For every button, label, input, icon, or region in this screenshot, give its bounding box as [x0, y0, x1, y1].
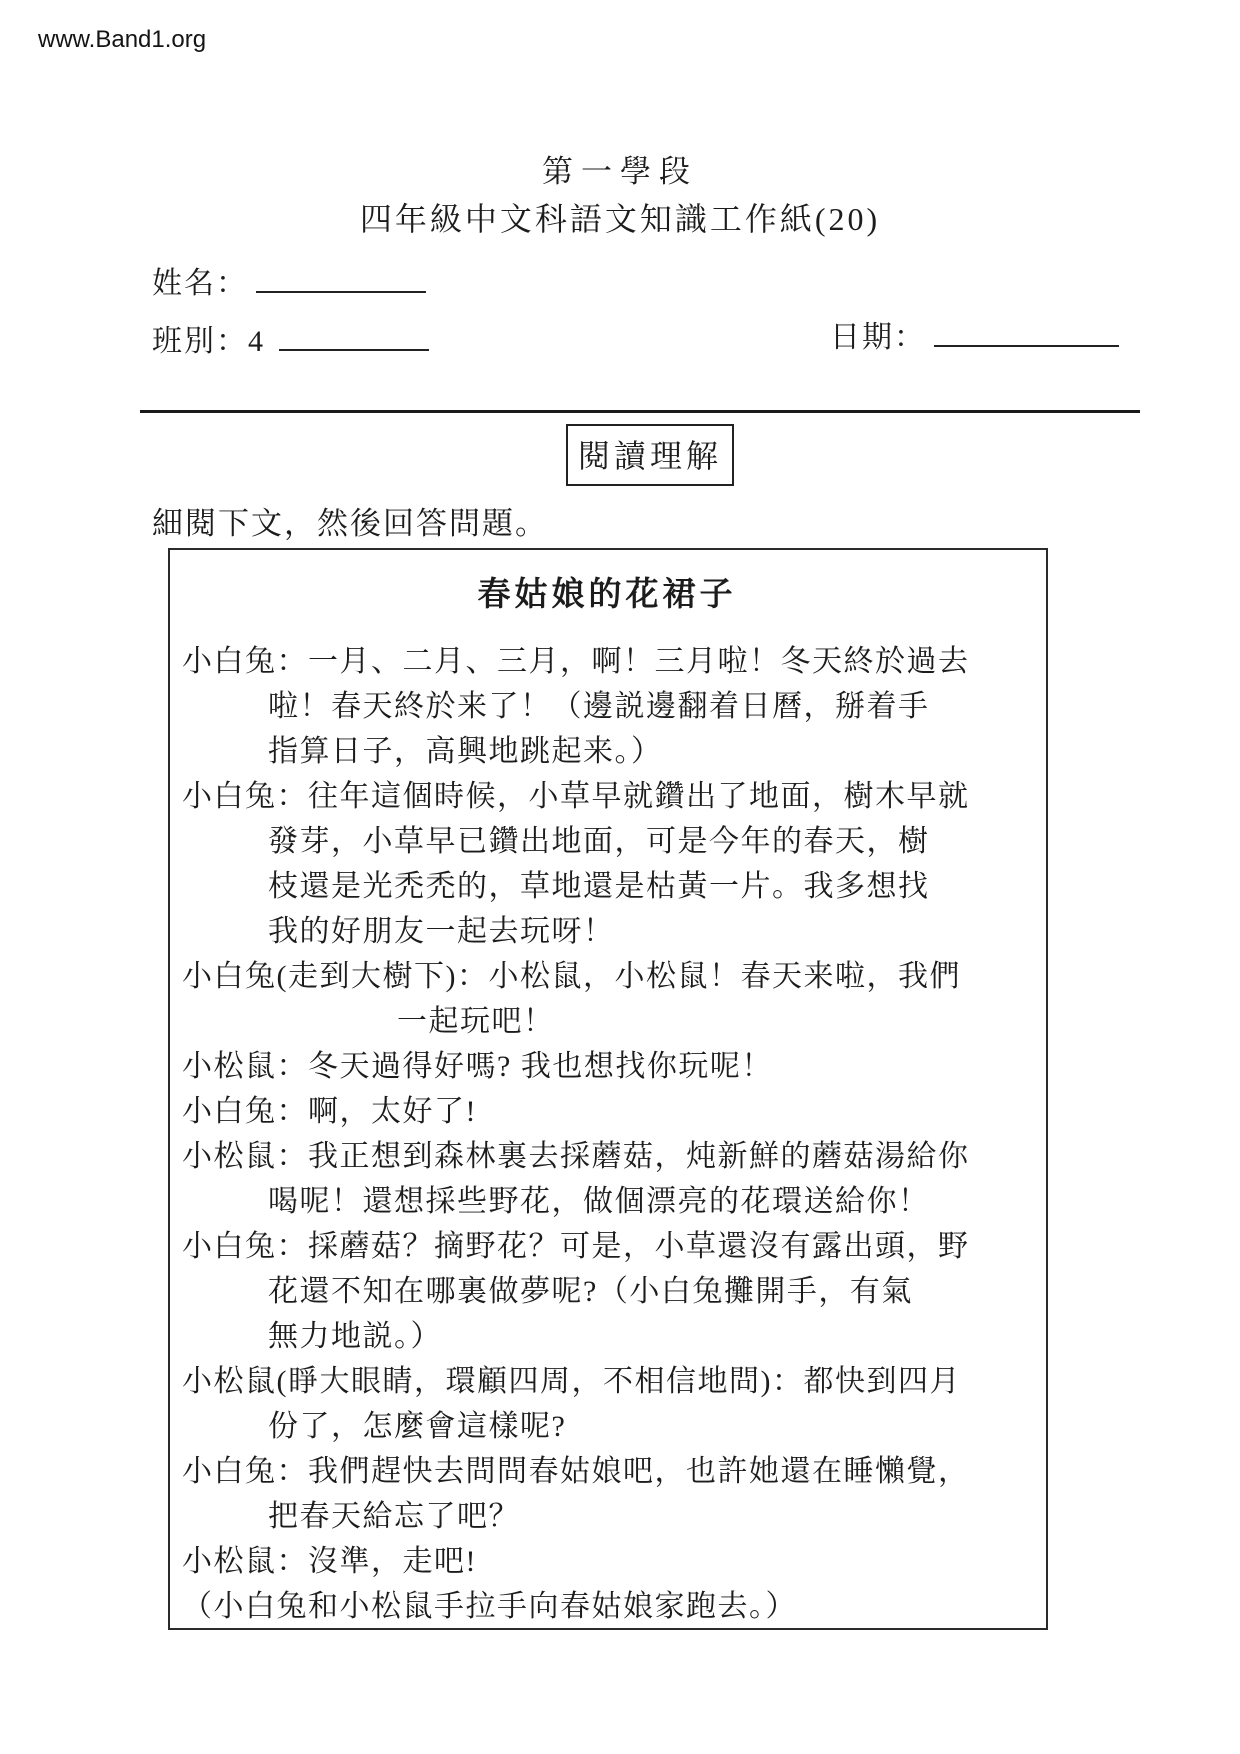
date-row — [830, 312, 1119, 356]
date-label: 日期： — [830, 321, 926, 354]
name-blank — [256, 263, 426, 293]
passage-line: 小白兔：採蘑菇？摘野花？可是，小草還沒有露出頭，野 — [182, 1230, 970, 1263]
class-row — [152, 316, 429, 360]
passage-line: 我的好朋友一起去玩呀！ — [268, 915, 615, 948]
passage-line: 小松鼠：我正想到森林裏去採蘑菇，炖新鮮的蘑菇湯給你 — [182, 1140, 970, 1173]
passage-line: 小白兔：我們趕快去問問春姑娘吧，也許她還在睡懶覺， — [182, 1455, 970, 1488]
class-blank — [279, 321, 429, 351]
passage-line: 份了，怎麼會這樣呢? — [268, 1410, 567, 1443]
passage-line: 小松鼠：冬天過得好嗎? 我也想找你玩呢！ — [182, 1050, 773, 1083]
passage-line: 發芽，小草早已鑽出地面，可是今年的春天，樹 — [268, 825, 930, 858]
passage-line: 小白兔(走到大樹下)：小松鼠，小松鼠！春天来啦，我們 — [182, 960, 961, 993]
instruction-text: 細閱下文，然後回答問題。 — [152, 506, 548, 541]
class-value: 4 — [248, 325, 265, 358]
passage-line: 一起玩吧！ — [397, 1005, 555, 1038]
passage-line: 喝呢！還想採些野花，做個漂亮的花環送給你！ — [268, 1185, 930, 1218]
date-blank — [934, 317, 1119, 347]
name-row — [152, 258, 426, 302]
passage-box — [168, 548, 1048, 1630]
passage-line: 小白兔：往年這個時候，小草早就鑽出了地面，樹木早就 — [182, 780, 970, 813]
passage-line: 小松鼠：沒準，走吧! — [182, 1545, 477, 1578]
horizontal-divider — [140, 410, 1140, 413]
passage-line: （小白兔和小松鼠手拉手向春姑娘家跑去。） — [182, 1590, 797, 1623]
passage-line: 枝還是光禿禿的，草地還是枯黃一片。我多想找 — [268, 870, 930, 903]
passage-line: 啦！春天終於来了！（邊説邊翻着日曆，掰着手 — [268, 690, 930, 723]
passage-line: 把春天給忘了吧？ — [268, 1500, 520, 1533]
section-title-badge: 閱讀理解 — [566, 424, 734, 486]
class-label: 班別： — [152, 325, 248, 358]
header-term: 第一學段 — [542, 154, 698, 189]
passage-line: 無力地説。） — [268, 1320, 442, 1353]
passage-line: 小白兔：啊，太好了! — [182, 1095, 477, 1128]
passage-line: 小松鼠(睜大眼睛，環顧四周，不相信地問)：都快到四月 — [182, 1365, 961, 1398]
passage-line: 花還不知在哪裏做夢呢?（小白兔攤開手，有氣 — [268, 1275, 913, 1308]
passage-line: 小白兔：一月、二月、三月，啊！三月啦！冬天終於過去 — [182, 645, 970, 678]
name-label: 姓名： — [152, 267, 248, 300]
watermark-url: www.Band1.org — [38, 26, 207, 53]
passage-line: 指算日子，高興地跳起来。） — [268, 735, 663, 768]
passage-title: 春姑娘的花裙子 — [477, 577, 737, 613]
page-title: 四年級中文科語文知識工作紙(20) — [359, 201, 881, 237]
